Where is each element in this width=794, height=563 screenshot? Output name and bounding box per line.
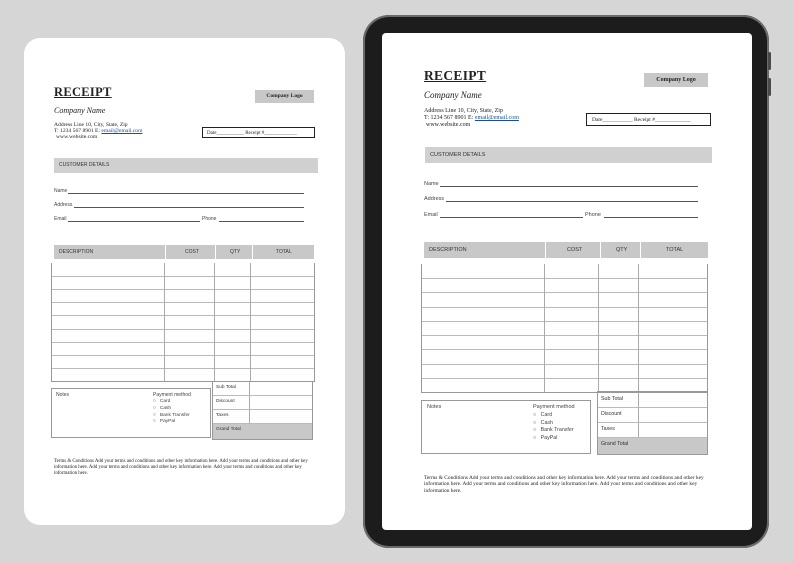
email-link[interactable]: email@email.com	[101, 128, 143, 134]
tablet-button	[768, 52, 771, 70]
table-row-line	[52, 355, 314, 356]
payment-option[interactable]: ○ PayPal	[153, 419, 176, 425]
payment-options	[153, 399, 190, 426]
table-column-line	[638, 264, 639, 392]
company-name: Company Name	[424, 90, 482, 100]
payment-option[interactable]: ○ Bank Transfer	[153, 412, 190, 418]
table-row-line	[52, 276, 314, 277]
address-label: Address	[54, 202, 73, 208]
company-name: Company Name	[54, 106, 106, 115]
table-row-line	[52, 315, 314, 316]
items-table[interactable]	[421, 264, 708, 393]
tablet-screen-receipt	[382, 33, 752, 530]
table-row-line	[422, 378, 707, 379]
payment-option[interactable]: ○ Card	[533, 412, 553, 418]
name-label: Name	[424, 181, 439, 187]
sub-total-label: Sub Total	[601, 396, 623, 402]
email-label: Email	[424, 212, 438, 218]
date-label: Date___________	[207, 131, 244, 136]
table-column-line	[598, 264, 599, 392]
date-receipt-box	[586, 113, 711, 126]
col-cost: COST	[185, 249, 199, 255]
taxes-label: Taxes	[216, 413, 229, 418]
grand-total-label: Grand Total	[216, 427, 241, 432]
date-label: Date___________	[592, 117, 633, 123]
date-receipt-box	[202, 127, 315, 138]
company-address: Address Line 10, City, State, Zip	[54, 122, 128, 128]
company-address: Address Line 10, City, State, Zip	[424, 108, 503, 114]
notes-label: Notes	[56, 392, 70, 398]
col-total: TOTAL	[666, 247, 684, 253]
receipt-title: RECEIPT	[54, 85, 112, 99]
table-row-line	[52, 368, 314, 369]
table-row-line	[422, 349, 707, 350]
company-logo: Company Logo	[644, 73, 708, 87]
email-link[interactable]: email@email.com	[474, 115, 519, 121]
name-line[interactable]	[440, 186, 698, 187]
col-qty: QTY	[230, 249, 241, 255]
phone-label: Phone	[202, 216, 217, 222]
notes-box[interactable]	[51, 388, 211, 438]
paper-receipt	[24, 38, 345, 525]
phone-line[interactable]	[219, 221, 304, 222]
notes-label: Notes	[427, 404, 442, 410]
table-row-line	[52, 289, 314, 290]
email-line[interactable]	[440, 217, 583, 218]
col-total: TOTAL	[276, 249, 292, 255]
payment-options	[533, 412, 574, 442]
table-column-line	[164, 263, 165, 381]
customer-details-bar: CUSTOMER DETAILS	[425, 147, 712, 163]
terms-text: Terms & Conditions Add your terms and conditions and other key information here. Add your terms and conditions and other key information here. Add your terms and conditions and other key information here. Add your terms and conditions and other key information here.	[424, 475, 704, 494]
summary-box	[212, 381, 313, 440]
table-row-line	[422, 364, 707, 365]
payment-method-label: Payment method	[153, 392, 191, 398]
company-contact: T: 1234 567 8901 E: email@email.com	[424, 115, 519, 121]
name-line[interactable]	[68, 193, 304, 194]
table-row-line	[422, 292, 707, 293]
company-website: www.website.com	[56, 134, 98, 140]
email-line[interactable]	[68, 221, 200, 222]
taxes-label: Taxes	[601, 426, 615, 432]
table-row-line	[422, 321, 707, 322]
company-contact: T: 1234 567 8901 E: email@email.com	[54, 128, 143, 134]
table-row-line	[52, 342, 314, 343]
address-label: Address	[424, 196, 445, 202]
table-row-line	[52, 302, 314, 303]
discount-label: Discount	[601, 411, 622, 417]
table-column-line	[214, 263, 215, 381]
payment-method-label: Payment method	[533, 404, 575, 410]
phone-label: Phone	[585, 212, 601, 218]
customer-details-bar: CUSTOMER DETAILS	[54, 158, 318, 173]
payment-option[interactable]: ○ Cash	[533, 419, 553, 426]
sub-total-label: Sub Total	[216, 385, 236, 390]
items-table-header	[424, 242, 708, 258]
discount-label: Discount	[216, 399, 235, 404]
receipt-number-label: Receipt #_____________	[245, 131, 297, 136]
email-label: Email	[54, 216, 67, 222]
name-label: Name	[54, 188, 68, 194]
payment-option[interactable]: ○ Bank Transfer	[533, 427, 574, 434]
col-description: DESCRIPTION	[59, 249, 94, 255]
receipt-title: RECEIPT	[424, 68, 487, 83]
col-description: DESCRIPTION	[429, 247, 467, 253]
payment-option[interactable]: ○ PayPal	[533, 434, 558, 441]
company-logo: Company Logo	[255, 90, 314, 103]
table-column-line	[544, 264, 545, 392]
col-qty: QTY	[616, 247, 628, 253]
col-cost: COST	[567, 247, 583, 253]
items-table-header	[54, 245, 314, 259]
payment-option[interactable]: ○ Card	[153, 399, 171, 404]
table-row-line	[52, 329, 314, 330]
items-table[interactable]	[51, 263, 315, 382]
payment-option[interactable]: ○ Cash	[153, 405, 172, 411]
receipt-number-label: Receipt #_____________	[634, 117, 691, 123]
notes-box[interactable]	[421, 400, 591, 454]
table-row-line	[422, 335, 707, 336]
table-column-line	[250, 263, 251, 381]
company-website: www.website.com	[426, 122, 471, 128]
phone-line[interactable]	[604, 217, 698, 218]
table-row-line	[422, 278, 707, 279]
summary-box	[597, 391, 708, 455]
terms-text: Terms & Conditions Add your terms and conditions and other key information here. Add your terms and conditions and other key information here. Add your terms and conditions and other key information here. Add your terms and conditions and other key information here.	[54, 459, 308, 476]
address-line[interactable]	[74, 207, 304, 208]
table-row-line	[422, 307, 707, 308]
tablet-button	[768, 78, 771, 96]
grand-total-label: Grand Total	[601, 441, 629, 447]
address-line[interactable]	[446, 201, 698, 202]
